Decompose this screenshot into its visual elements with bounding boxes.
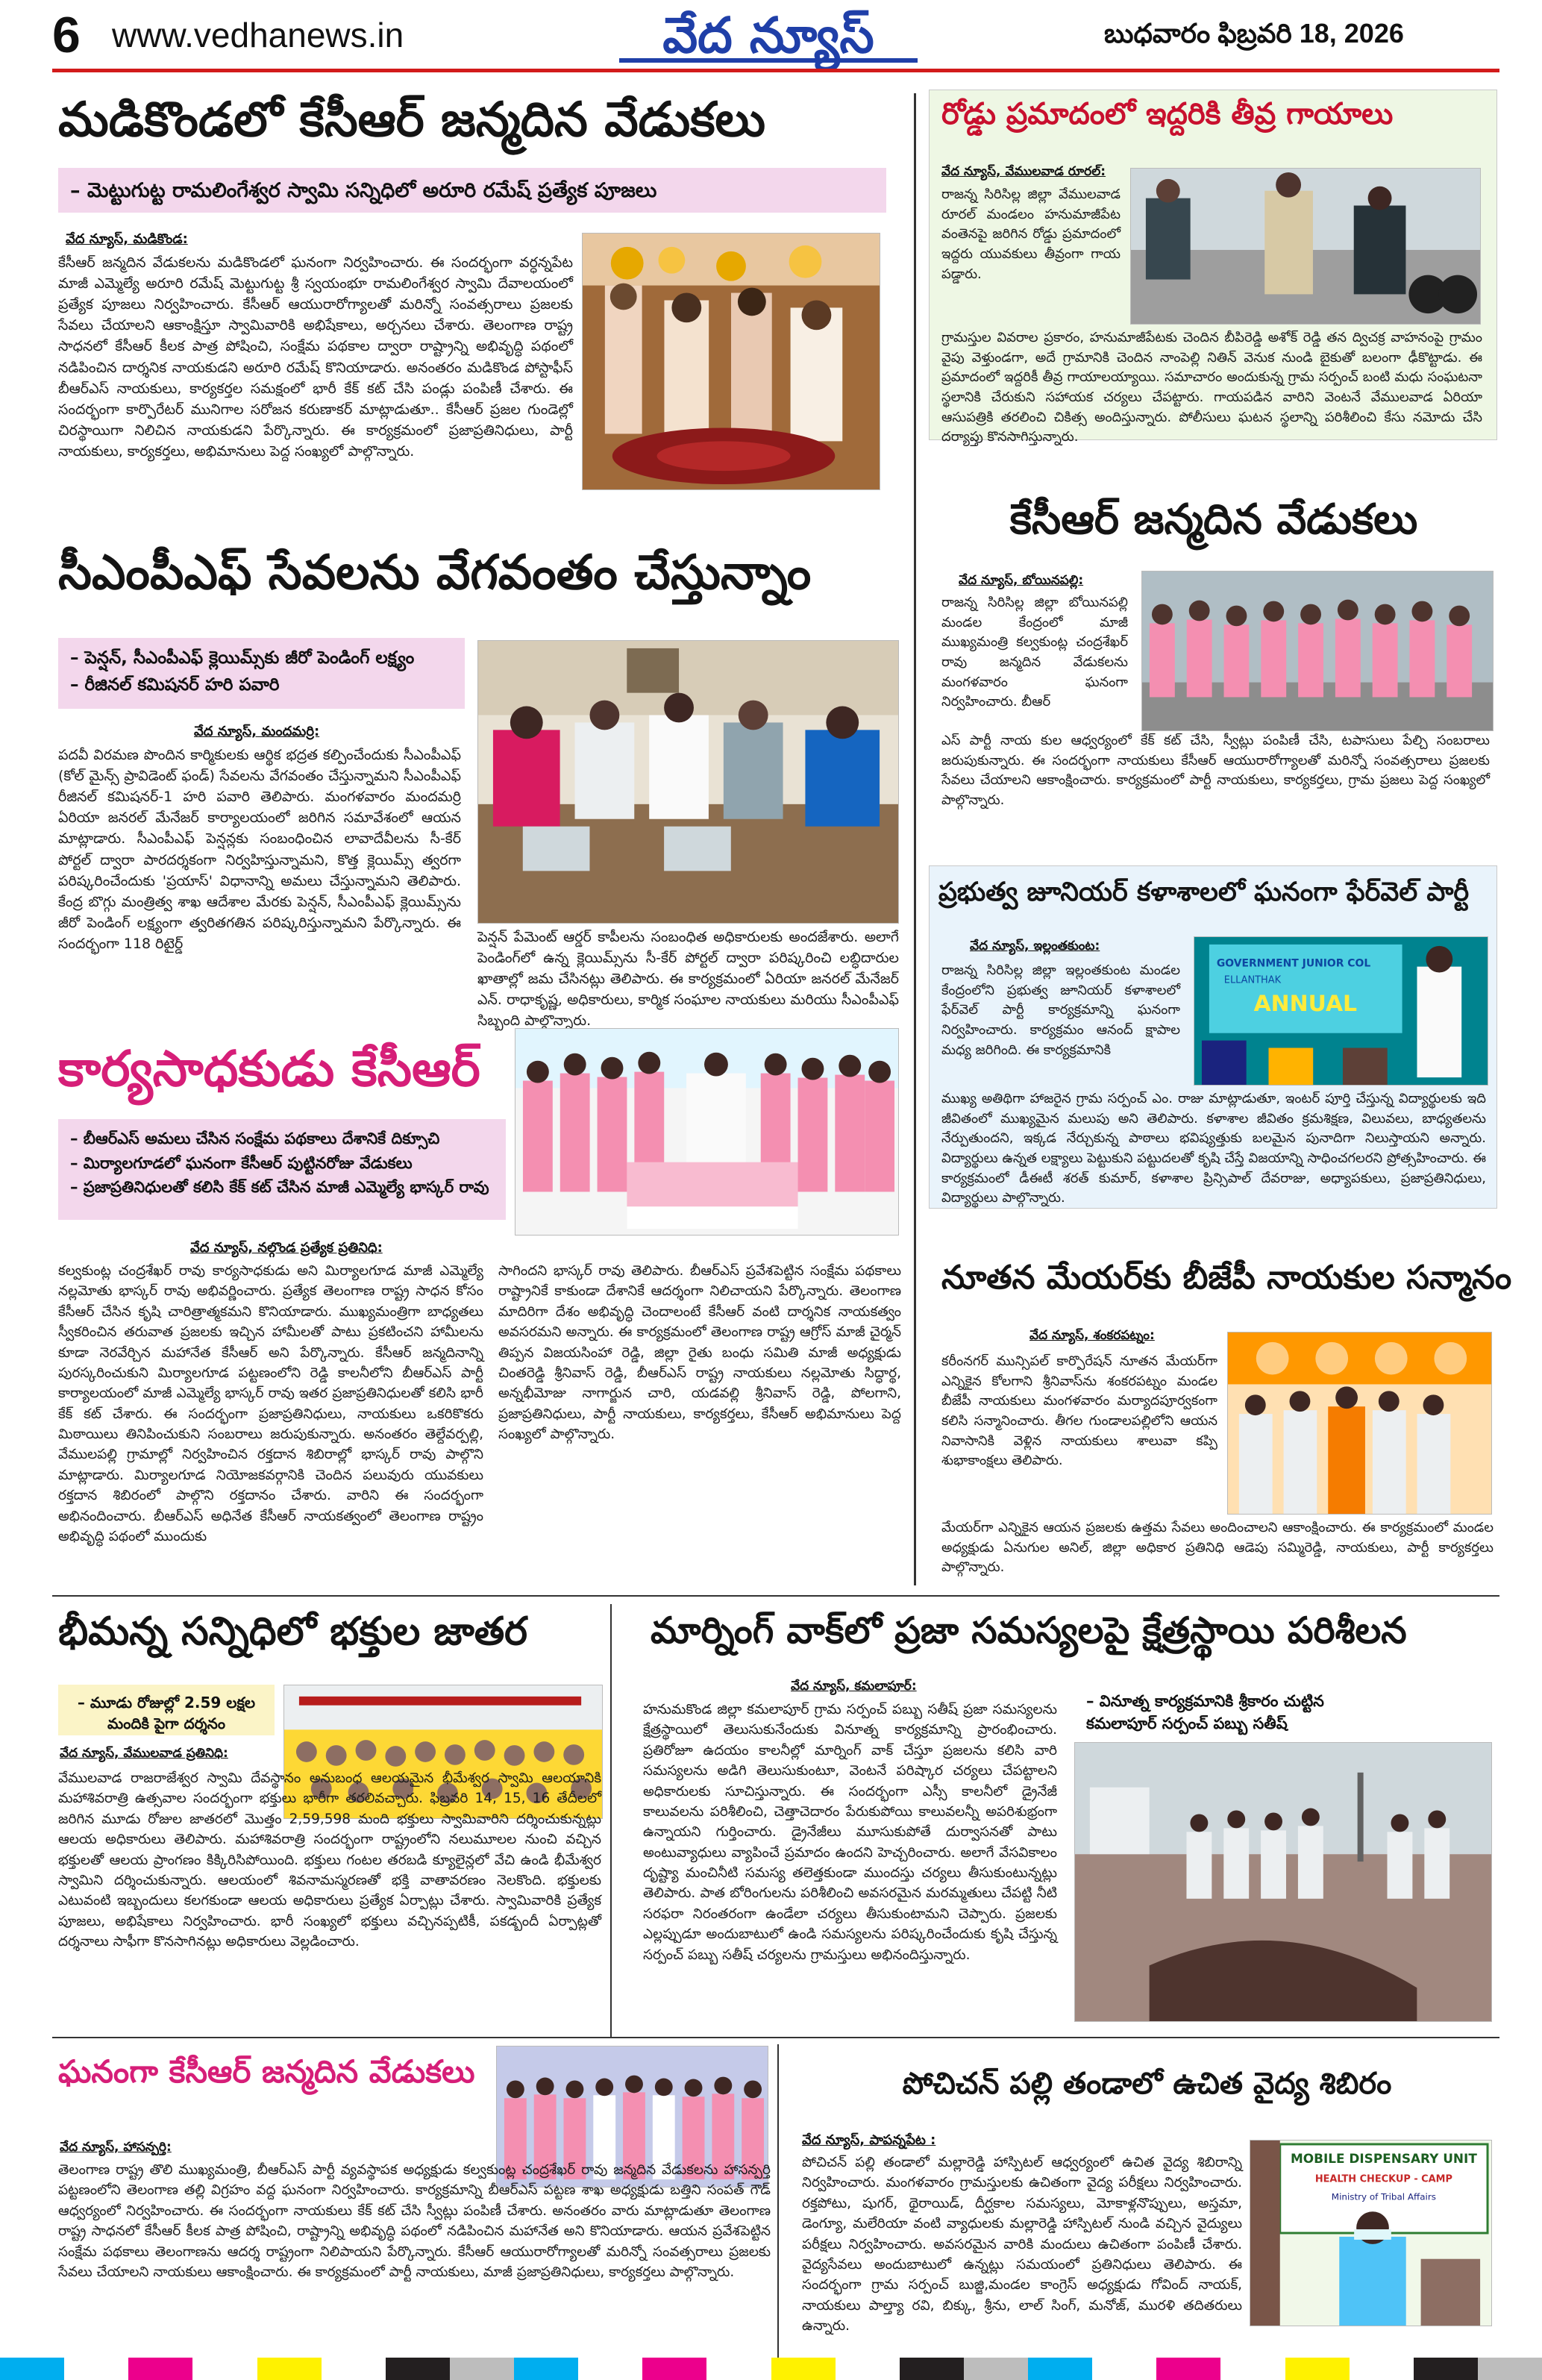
a3-sub-2: – రీజినల్ కమిషనర్ హరి పవారి bbox=[70, 674, 280, 695]
a11-banner-line1: MOBILE DISPENSARY UNIT bbox=[1290, 2150, 1477, 2166]
color-swatch bbox=[1285, 2358, 1350, 2380]
a3-dateline: వేద న్యూస్, మందమర్రి: bbox=[194, 724, 320, 739]
a7-body: మేయర్‌గా ఎన్నికైన ఆయన ప్రజలకు ఉత్తమ సేవలు అందించాలని ఆకాంక్షించారు. ఈ కార్యక్రమంలో మండల అధ్యక్షుడు ఏనుగుల అనిల్, జిల్లా అధికార ప్రతినిధి ఆడెపు సమ్మిరెడ్డి, నాయకులు, పార్టీ కార్యకర్తలు పాల్గొన్నారు. bbox=[941, 1520, 1494, 1576]
a4-headline: కేసీఆర్ జన్మదిన వేడుకలు bbox=[1009, 495, 1418, 544]
column-divider bbox=[610, 1604, 612, 2037]
color-swatch bbox=[450, 2358, 514, 2380]
a6-subheadings bbox=[58, 1119, 506, 1220]
print-color-bar bbox=[0, 2358, 1542, 2380]
color-swatch bbox=[578, 2358, 642, 2380]
color-swatch bbox=[1028, 2358, 1092, 2380]
a6-sub-3: – ప్రజాప్రతినిధులతో కలిసి కేక్ కట్ చేసిన మాజీ ఎమ్మెల్యే భాస్కర్ రావు bbox=[70, 1178, 489, 1197]
a6-headline: కార్యసాధకుడు కేసీఆర్ bbox=[58, 1040, 480, 1097]
a7-dateline: వేద న్యూస్, శంకరపట్నం: bbox=[1029, 1328, 1155, 1343]
a5-headline: ప్రభుత్వ జూనియర్ కళాశాలలో ఘనంగా ఫేర్‌వెల్ పార్టీ bbox=[938, 877, 1470, 907]
a6-body-cont: సాగిందని భాస్కర్ రావు తెలిపారు. బీఆర్ఎస్ ప్రవేశపెట్టిన సంక్షేమ పథకాలు రాష్ట్రానికే కాకుండా దేశానికే ఆదర్శంగా నిలిచాయని పేర్కొన్నారు. తెలంగాణ మాదిరిగా దేశం అభివృద్ధి చెందాలంటే కేసీఆర్ వంటి దార్శనిక నాయకత్వం అవసరమని అన్నారు. ఈ కార్యక్రమంలో తెలంగాణ రాష్ట్ర ఆగ్రోస్ మాజీ చైర్మన్ తిప్పన విజయసింహా రెడ్డి, జిల్లా రైతు బంధు సమితి మాజీ అధ్యక్షుడు చింతరెడ్డి శ్రీనివాస్ రెడ్డి, బీఆర్ఎస్ రాష్ట్ర నాయకులు నల్లమోతు సిద్ధార్థ, అన్నభీమోజు నాగార్జున చారి, యడవల్లి శ్రీనివాస్ రెడ్డి, పోలగాని, ప్రజాప్రతినిధులు, పార్టీ నాయకులు, కార్యకర్తలు, కేసీఆర్ అభిమానులు పెద్ద సంఖ్యలో పాల్గొన్నారు. bbox=[498, 1263, 901, 1442]
a11-banner-line3: Ministry of Tribal Affairs bbox=[1331, 2191, 1436, 2202]
color-swatch bbox=[514, 2358, 578, 2380]
a5-banner-line2: ELLANTHAK bbox=[1223, 974, 1282, 986]
a2-headline: రోడ్డు ప్రమాదంలో ఇద్దరికి తీవ్ర గాయాలు bbox=[941, 97, 1394, 131]
color-swatch bbox=[706, 2358, 771, 2380]
a8-subheadings bbox=[58, 1685, 275, 1735]
color-swatch bbox=[964, 2358, 1028, 2380]
a9-sub-2: కమలాపూర్ సర్పంచ్ పబ్బు సతీష్ bbox=[1086, 1714, 1288, 1733]
a9-photo-drain-inspection bbox=[1074, 1742, 1492, 2022]
a3-subheadings bbox=[58, 638, 465, 709]
a3-body-cont: పెన్షన్ పేమెంట్ ఆర్డర్ కాపీలను సంబంధిత అధికారులకు అందజేశారు. అలాగే పెండింగ్‌లో ఉన్న క్లెయిమ్స్‌ను సీ-కేర్ పోర్టల్ ద్వారా పరిష్కరించి లబ్ధిదారుల ఖాతాల్లో జమ చేసినట్లు తెలిపారు. ఈ కార్యక్రమంలో ఏరియా జనరల్ మేనేజర్ ఎన్. రాధాకృష్ణ, అధికారులు, కార్మిక సంఘాల నాయకులు మరియు సీఎంపీఎఫ్ సిబ్బంది పాల్గొన్నారు. bbox=[477, 929, 899, 1030]
a9-headline: మార్నింగ్ వాక్‌లో ప్రజా సమస్యలపై క్షేత్రస్థాయి పరిశీలన bbox=[651, 1609, 1407, 1652]
section-divider bbox=[52, 2037, 1499, 2038]
a8-sub-1: – మూడు రోజుల్లో 2.59 లక్షల bbox=[77, 1694, 256, 1712]
a8-dateline: వేద న్యూస్, వేములవాడ ప్రతినిధి: bbox=[60, 1746, 228, 1761]
a8-headline: భీమన్న సన్నిధిలో భక్తుల జాతర bbox=[58, 1609, 528, 1654]
a3-sub-1: – పెన్షన్, సీఎంపీఎఫ్ క్లెయిమ్స్‌కు జీరో పెండింగ్ లక్ష్యం bbox=[70, 648, 415, 668]
a4-photo-celebration bbox=[1141, 571, 1494, 731]
a6-sub-2: – మిర్యాలగూడలో ఘనంగా కేసీఆర్ పుట్టినరోజు వేడుకలు bbox=[70, 1153, 413, 1172]
a5-banner-line3: ANNUAL bbox=[1253, 991, 1358, 1017]
color-swatch bbox=[1350, 2358, 1414, 2380]
color-swatch bbox=[1478, 2358, 1542, 2380]
a1-headline: మడికొండలో కేసీఆర్ జన్మదిన వేడుకలు bbox=[58, 93, 766, 148]
color-swatch bbox=[0, 2358, 64, 2380]
a3-headline: సీఎంపీఎఫ్ సేవలను వేగవంతం చేస్తున్నాం bbox=[58, 545, 812, 601]
color-swatch bbox=[128, 2358, 192, 2380]
a1-photo-temple-puja bbox=[582, 233, 880, 490]
a8-sub-2: మందికి పైగా దర్శనం bbox=[107, 1714, 225, 1732]
logo-text: వేద న్యూస్ bbox=[662, 7, 874, 64]
masthead-rule bbox=[52, 69, 1499, 72]
a11-photo-mobile-dispensary bbox=[1250, 2140, 1492, 2326]
page-number: 6 bbox=[52, 7, 81, 63]
publication-date: బుధవారం ఫిబ్రవరి 18, 2026 bbox=[1104, 18, 1404, 48]
a10-headline: ఘనంగా కేసీఆర్ జన్మదిన వేడుకలు bbox=[58, 2053, 475, 2090]
a3-body: పదవీ విరమణ పొందిన కార్మికులకు ఆర్థిక భద్రత కల్పించేందుకు సీఎంపీఎఫ్ (కోల్ మైన్స్ ప్రావిడెంట్ ఫండ్) సేవలను వేగవంతం చేస్తున్నామని సీఎంపీఎఫ్ రీజినల్ కమిషనర్-1 హరి పవారి తెలిపారు. మంగళవారం మందమర్రి ఏరియా జనరల్ మేనేజర్ కార్యాలయంలో జరిగిన సమావేశంలో ఆయన మాట్లాడారు. సీఎంపీఎఫ్ పెన్షన్లకు సంబంధించిన లావాదేవీలను సీ-కేర్ పోర్టల్ ద్వారా పారదర్శకంగా నిర్వహిస్తున్నామని, కొత్త క్లెయిమ్స్ త్వరగా పరిష్కరించేందుకు 'ప్రయాస్' విధానాన్ని అమలు చేస్తున్నామని తెలిపారు. కేంద్ర బొగ్గు మంత్రిత్వ శాఖ ఆదేశాల మేరకు పెన్షన్, సీఎంపీఎఫ్ క్లెయిమ్స్‌ను జీరో పెండింగ్ లక్ష్యంగా త్వరితగతిన పరిష్కరిస్తున్నామని పేర్కొన్నారు. ఈ సందర్భంగా 118 రిటైర్డ్ bbox=[58, 747, 461, 952]
a4-dateline: వేద న్యూస్, బోయినపల్లి: bbox=[959, 573, 1084, 588]
a1-sub-1: – మెట్టుగుట్ట రామలింగేశ్వర స్వామి సన్నిధిలో అరూరి రమేష్ ప్రత్యేక పూజలు bbox=[70, 179, 657, 202]
a7-photo-felicitation bbox=[1227, 1332, 1492, 1515]
a1-body: కేసీఆర్ జన్మదిన వేడుకలను మడికొండలో ఘనంగా నిర్వహించారు. ఈ సందర్భంగా వర్ధన్నపేట మాజీ ఎమ్మెల్యే అరూరి రమేష్ మెట్టుగుట్ట శ్రీ స్వయంభూ రామలింగేశ్వర స్వామి దేవాలయంలో ప్రత్యేక పూజలు నిర్వహించారు. కేసీఆర్ ఆయురారోగ్యాలతో మరిన్నో సంవత్సరాలు ప్రజలకు సేవలు చేయాలని ఆకాంక్షిస్తూ స్వామివారికి అభిషేకాలు, అర్చనలు చేశారు. తెలంగాణ రాష్ట్ర సాధనలో కేసీఆర్ కీలక పాత్ర పోషించి, సంక్షేమ పథకాల ద్వారా రాష్ట్రాన్ని అభివృద్ధి పథంలో నడిపించిన దార్శనిక నాయకుడని అరూరి రమేష్ కొనియాడారు. అనంతరం మడికొండ పోస్టాఫీస్ బీఆర్ఎస్ నాయకులు, కార్యకర్తల సమక్షంలో భారీ కేక్ కట్ చేసి పండ్లు పంపిణీ చేశారు. ఈ సందర్భంగా కార్పొరేటర్ మునిగాల సరోజన కరుణాకర్ మాట్లాడుతూ.. కేసీఆర్ ప్రజల గుండెల్లో చిరస్థాయిగా నిలిచిన నాయకుడని పేర్కొన్నారు. ఈ కార్యక్రమంలో ప్రజాప్రతినిధులు, పార్టీ నాయకులు, కార్యకర్తలు, అభిమానులు పెద్ద సంఖ్యలో పాల్గొన్నారు. bbox=[58, 254, 573, 460]
a2-body-top: రాజన్న సిరిసిల్ల జిల్లా వేములవాడ రూరల్ మండలం హనుమాజీపేట వంతెనపై జరిగిన రోడ్డు ప్రమాదంలో ఇద్దరు యువకులు తీవ్రంగా గాయ పడ్డారు. bbox=[941, 187, 1121, 282]
a9-dateline: వేద న్యూస్, కమలాపూర్: bbox=[791, 1679, 917, 1694]
a1-dateline: వేద న్యూస్, మడికొండ: bbox=[66, 231, 188, 247]
a6-sub-1: – బీఆర్ఎస్ అమలు చేసిన సంక్షేమ పథకాలు దేశానికే దిక్సూచి bbox=[70, 1130, 440, 1147]
a6-photo-cake-cutting bbox=[515, 1028, 899, 1236]
color-swatch bbox=[1414, 2358, 1478, 2380]
a9-subheadings bbox=[1074, 1682, 1492, 1736]
color-swatch bbox=[64, 2358, 128, 2380]
a2-dateline: వేద న్యూస్, వేములవాడ రూరల్: bbox=[941, 164, 1106, 179]
a10-dateline: వేద న్యూస్, హాసన్పర్తి: bbox=[60, 2140, 172, 2155]
a3-photo-cmpf-meeting bbox=[477, 640, 899, 924]
a4-body: ఎస్ పార్టీ నాయ కుల ఆధ్వర్యంలో కేక్ కట్ చేసి, స్వీట్లు పంపిణీ చేసి, టపాసులు పేల్చి సంబరాలు జరుపుకున్నారు. ఈ సందర్భంగా నాయకులు కేసీఆర్ ఆయురారోగ్యాలతో మరిన్నో సంవత్సరాలు ప్రజలకు సేవలు చేయాలని ఆకాంక్షించారు. కార్యక్రమంలో పార్టీ నాయకులు, కార్యకర్తలు, గ్రామ ప్రజలు పెద్ద సంఖ్యలో పాల్గొన్నారు. bbox=[941, 733, 1490, 808]
color-swatch bbox=[1156, 2358, 1220, 2380]
site-url[interactable]: www.vedhanews.in bbox=[112, 16, 404, 54]
a11-headline: పోచిచన్ పల్లి తండాలో ఉచిత వైద్య శిబిరం bbox=[902, 2067, 1392, 2101]
a11-banner-line2: HEALTH CHECKUP - CAMP bbox=[1314, 2173, 1452, 2185]
section-divider bbox=[52, 1595, 1499, 1597]
color-swatch bbox=[900, 2358, 964, 2380]
color-swatch bbox=[771, 2358, 836, 2380]
a7-body-top: కరీంనగర్ మున్సిపల్ కార్పొరేషన్ నూతన మేయర్‌గా ఎన్నికైన కోలగాని శ్రీనివాస్‌ను శంకరపట్నం మండల బీజేపీ నాయకులు మంగళవారం మర్యాదపూర్వకంగా కలిసి సన్మానించారు. తీగల గుండాలపల్లిలోని ఆయన నివాసానికి వెళ్లిన నాయకులు శాలువా కప్పి శుభాకాంక్షలు తెలిపారు. bbox=[941, 1353, 1217, 1469]
color-swatch bbox=[1092, 2358, 1156, 2380]
newspaper-logo bbox=[619, 0, 918, 69]
color-swatch bbox=[386, 2358, 450, 2380]
a2-body: గ్రామస్తుల వివరాల ప్రకారం, హనుమాజీపేటకు చెందిన బీపిరెడ్డి అశోక్ రెడ్డి తన ద్విచక్ర వాహనంపై గ్రామం వైపు వెళ్తుండగా, అదే గ్రామానికి చెందిన నాంపెల్లి నితిన్ వెనుక నుండి బైకుతో బలంగా ఢీకొట్టాడు. ఈ ప్రమాదంలో ఇద్దరికీ తీవ్ర గాయాలయ్యాయి. సమాచారం అందుకున్న గ్రామ సర్పంచ్ బంటి మధు సంఘటనా స్థలానికి చేరుకుని సహాయక చర్యలు చేపట్టారు. గాయపడిన వారిని వెంటనే వేములవాడ ఏరియా ఆసుపత్రికి తరలించి చికిత్స అందిస్తున్నారు. పోలీసులు ఘటన స్థలాన్ని పరిశీలించి కేసు నమోదు చేసి దర్యాప్తు కొనసాగిస్తున్నారు. bbox=[941, 330, 1482, 445]
color-swatch bbox=[192, 2358, 257, 2380]
a9-body: హనుమకొండ జిల్లా కమలాపూర్ గ్రామ సర్పంచ్ పబ్బు సతీష్ ప్రజా సమస్యలను క్షేత్రస్థాయిలో తెలుసుకునేందుకు వినూత్న కార్యక్రమాన్ని ప్రారంభించారు. ప్రతిరోజూ ఉదయం కాలనీల్లో మార్నింగ్ వాక్ చేస్తూ ప్రజలను కలిసి వారి సమస్యలను అడిగి తెలుసుకుంటూ, వెంటనే పరిష్కార చర్యలు చేపట్టాలని అధికారులకు సూచిస్తున్నారు. ఈ సందర్భంగా ఎస్సీ కాలనీలో డ్రైనేజీ కాలువలను పరిశీలించి, చెత్తాచెదారం పేరుకుపోయి కాలువలన్నీ అపరిశుభ్రంగా ఉన్నాయని గుర్తించారు. డ్రైనేజీలు మూసుకుపోతే దుర్వాసనతో పాటు అంటువ్యాధులు వ్యాపించే ప్రమాదం ఉందని హెచ్చరించారు. అలాగే వేసవికాలం దృష్ట్యా మంచినీటి సమస్య తలెత్తకుండా ముందస్తు చర్యలు తీసుకుంటున్నట్లు తెలిపారు. పాత బోరింగులను పరిశీలించి అవసరమైన మరమ్మతులు చేపట్టి నీటి సరఫరా నిరంతరంగా ఉండేలా చర్యలు తీసుకుంటామని చెప్పారు. ప్రజలకు ఎల్లప్పుడూ అందుబాటులో ఉండి సమస్యలను పరిష్కరించేందుకు కృషి చేస్తున్న సర్పంచ్ పబ్బు సతీష్ చర్యలను గ్రామస్తులు అభినందిస్తున్నారు. bbox=[643, 1702, 1057, 1963]
a8-body: వేములవాడ రాజరాజేశ్వర స్వామి దేవస్థానం అనుబంధ ఆలయమైన భీమేశ్వర స్వామి ఆలయానికి మహాశివరాత్రి ఉత్సవాల సందర్భంగా భక్తులు భారీగా తరలివచ్చారు. ఫిబ్రవరి 14, 15, 16 తేదీలలో జరిగిన మూడు రోజుల జాతరలో మొత్తం 2,59,598 మంది భక్తులు స్వామివారిని దర్శించుకున్నట్లు ఆలయ అధికారులు తెలిపారు. మహాశివరాత్రి సందర్భంగా రాష్ట్రంలోని నలుమూలల నుంచి వచ్చిన భక్తులతో ఆలయ ప్రాంగణం కిక్కిరిసిపోయింది. భక్తులు గంటల తరబడి క్యూలైన్లలో వేచి ఉండి భీమేశ్వర స్వామిని దర్శించుకున్నారు. ఆలయంలో శివనామస్మరణతో భక్తి వాతావరణం నెలకొంది. భక్తులకు ఎటువంటి ఇబ్బందులు కలగకుండా ఆలయ అధికారులు ప్రత్యేక ఏర్పాట్లు చేశారు. స్వామివారికి ప్రత్యేక పూజలు, అభిషేకాలు నిర్వహించారు. భారీ సంఖ్యలో భక్తులు వచ్చినప్పటికీ, పకడ్బందీ ఏర్పాట్లతో దర్శనాలు సాఫీగా కొనసాగినట్లు అధికారులు వెల్లడించారు. bbox=[58, 1770, 601, 1950]
masthead bbox=[0, 0, 1542, 75]
a5-dateline: వేద న్యూస్, ఇల్లంతకుంట: bbox=[970, 939, 1100, 953]
color-swatch bbox=[836, 2358, 900, 2380]
color-swatch bbox=[1220, 2358, 1285, 2380]
a5-body: ముఖ్య అతిథిగా హాజరైన గ్రామ సర్పంచ్ ఎం. రాజు మాట్లాడుతూ, ఇంటర్ పూర్తి చేస్తున్న విద్యార్థులకు ఇది జీవితంలో ముఖ్యమైన మలుపు అని తెలిపారు. కళాశాల జీవితం క్రమశిక్షణ, విలువలు, బాధ్యతలను నేర్పుతుందని, ఇక్కడ నేర్చుకున్న పాఠాలు భవిష్యత్తుకు బలమైన పునాదిగా నిలుస్తాయని అన్నారు. విద్యార్థులు ఉన్నత లక్ష్యాలు పెట్టుకుని పట్టుదలతో కృషి చేస్తే విజయాన్ని సాధించగలరని ప్రోత్సహించారు. ఈ కార్యక్రమంలో డీఈటీ శరత్ కుమార్, కళాశాల ప్రిన్సిపాల్ దేవరాజు, అధ్యాపకులు, ప్రజాప్రతినిధులు, విద్యార్థులు పాల్గొన్నారు. bbox=[941, 1091, 1486, 1206]
color-swatch bbox=[257, 2358, 322, 2380]
a10-body: తెలంగాణ రాష్ట్ర తొలి ముఖ్యమంత్రి, బీఆర్ఎస్ పార్టీ వ్యవస్థాపక అధ్యక్షుడు కల్వకుంట్ల చంద్రశేఖర్ రావు జన్మదిన వేడుకలను హాసన్పర్తి పట్టణంలోని తెలంగాణ తల్లి విగ్రహం వద్ద ఘనంగా నిర్వహించారు. కార్యక్రమాన్ని బీఆర్ఎస్ పట్టణ శాఖ అధ్యక్షుడు బత్తిని సంపత్ గౌడ్ ఆధ్వర్యంలో నిర్వహించారు. ఈ సందర్భంగా నాయకులు కేక్ కట్ చేసి స్వీట్లు పంపిణీ చేశారు. అనంతరం వారు మాట్లాడుతూ తెలంగాణ రాష్ట్ర సాధనలో కేసీఆర్ కీలక పాత్ర పోషించి, రాష్ట్రాన్ని అభివృద్ధి పథంలో నడిపించిన మహానేత అని కొనియాడారు. ఆయన ప్రవేశపెట్టిన సంక్షేమ పథకాలు తెలంగాణను ఆదర్శ రాష్ట్రంగా నిలిపాయని పేర్కొన్నారు. కేసీఆర్ ఆయురారోగ్యాలతో మరిన్నో సంవత్సరాలు ప్రజలకు సేవలు చేయాలని నాయకులు ఆకాంక్షించారు. ఈ కార్యక్రమంలో పార్టీ నాయకులు, మాజీ ప్రజాప్రతినిధులు, కార్యకర్తలు పాల్గొన్నారు. bbox=[58, 2162, 771, 2280]
a6-dateline: వేద న్యూస్, నల్గొండ ప్రత్యేక ప్రతినిధి: bbox=[190, 1240, 383, 1256]
a5-banner-line1: GOVERNMENT JUNIOR COL bbox=[1216, 957, 1371, 970]
color-swatch bbox=[642, 2358, 706, 2380]
column-divider bbox=[914, 93, 916, 1585]
a7-headline: నూతన మేయర్‌కు బీజేపీ నాయకుల సన్మానం bbox=[941, 1259, 1512, 1297]
a5-photo-farewell-stage bbox=[1194, 936, 1488, 1086]
a4-body-top: రాజన్న సిరిసిల్ల జిల్లా బోయినపల్లి మండల కేంద్రంలో మాజీ ముఖ్యమంత్రి కల్వకుంట్ల చంద్రశేఖర్ రావు జన్మదిన వేడుకలను మంగళవారం ఘనంగా నిర్వహించారు. బీఆర్ bbox=[941, 595, 1128, 710]
color-swatch bbox=[322, 2358, 386, 2380]
a6-body: కల్వకుంట్ల చంద్రశేఖర్ రావు కార్యసాధకుడు అని మిర్యాలగూడ మాజీ ఎమ్మెల్యే నల్లమోతు భాస్కర్ రావు అభివర్ణించారు. ప్రత్యేక తెలంగాణ రాష్ట్ర సాధన కోసం కేసీఆర్ చేసిన కృషి చారిత్రాత్మకమని కొనియాడారు. ముఖ్యమంత్రిగా బాధ్యతలు స్వీకరించిన తరువాత ప్రజలకు ఇచ్చిన హామీలతో పాటు ప్రకటించని హామీలను కూడా నెరవేర్చిన మహానేత కేసీఆర్ అని పేర్కొన్నారు. కేసీఆర్ జన్మదినాన్ని పురస్కరించుకుని మిర్యాలగూడ పట్టణంలోని రెడ్డి కాలనీలోని బీఆర్ఎస్ పార్టీ కార్యాలయంలో మాజీ ఎమ్మెల్యే భాస్కర్ రావు ఇతర ప్రజాప్రతినిధులతో కలిసి భారీ కేక్ కట్ చేశారు. ఈ సందర్భంగా ప్రజాప్రతినిధులు, నాయకులు ఒకరికొకరు మిఠాయిలు తినిపించుకుని సంబరాలు జరుపుకున్నారు. అనంతరం తెల్దేవర్పల్లి, వేములపల్లి గ్రామాల్లో నిర్వహించిన రక్తదాన శిబిరాల్లో భాస్కర్ రావు పాల్గొని మాట్లాడారు. మిర్యాలగూడ నియోజకవర్గానికి చెందిన పలువురు యువకులు రక్తదాన శిబిరంలో పాల్గొని రక్తదానం చేశారు. వారిని ఈ సందర్భంగా అభినందించారు. బీఆర్ఎస్ అధినేత కేసీఆర్ నాయకత్వంలో తెలంగాణ రాష్ట్రం అభివృద్ధి పథంలో ముందుకు bbox=[58, 1263, 483, 1544]
a5-body-top: రాజన్న సిరిసిల్ల జిల్లా ఇల్లంతకుంట మండల కేంద్రంలోని ప్రభుత్వ జూనియర్ కళాశాలలో ఫేర్‌వెల్ పార్టీ కార్యక్రమాన్ని ఘనంగా నిర్వహించారు. కార్యక్రమం ఆనంద్ క్షాపాల మధ్య జరిగింది. ఈ కార్యక్రమానికి bbox=[941, 962, 1180, 1058]
column-divider bbox=[777, 2044, 779, 2358]
a9-sub-1: – వినూత్న కార్యక్రమానికి శ్రీకారం చుట్టిన bbox=[1086, 1692, 1324, 1710]
a11-body: పోచిచన్ పల్లి తండాలో మల్లారెడ్డి హాస్పిటల్ ఆధ్వర్యంలో ఉచిత వైద్య శిబిరాన్ని నిర్వహించారు. మంగళవారం గ్రామస్తులకు ఉచితంగా వైద్య పరీక్షలు నిర్వహించారు. రక్తపోటు, షుగర్, థైరాయిడ్, దీర్ఘకాల సమస్యలు, మోకాళ్లనొప్పులు, అస్తమా, డెంగ్యూ, మలేరియా వంటి వ్యాధులకు మల్లారెడ్డి హాస్పిటల్ నుండి వచ్చిన వైద్యులు పరీక్షలు నిర్వహించారు. అవసరమైన వారికి మందులు ఉచితంగా పంపిణీ చేశారు. వైద్యసేవలు అందుబాటులో ఉన్నట్లు సమయంలో ప్రతినిధులు తెలిపారు. ఈ సందర్భంగా గ్రామ సర్పంచ్ బుజ్జి,మండల కాంగ్రెస్ అధ్యక్షుడు గోవింద్ నాయక్, నాయకులు పాల్త్యా రవి, బిక్కు, శ్రీను, లాల్ సింగ్, మనోజ్, మురళి తదితరులు ఉన్నారు. bbox=[802, 2155, 1242, 2334]
a2-photo-accident-scene bbox=[1130, 168, 1481, 325]
a1-subheadings bbox=[58, 168, 886, 213]
a11-dateline: వేద న్యూస్, పాపన్నపేట : bbox=[802, 2132, 936, 2148]
